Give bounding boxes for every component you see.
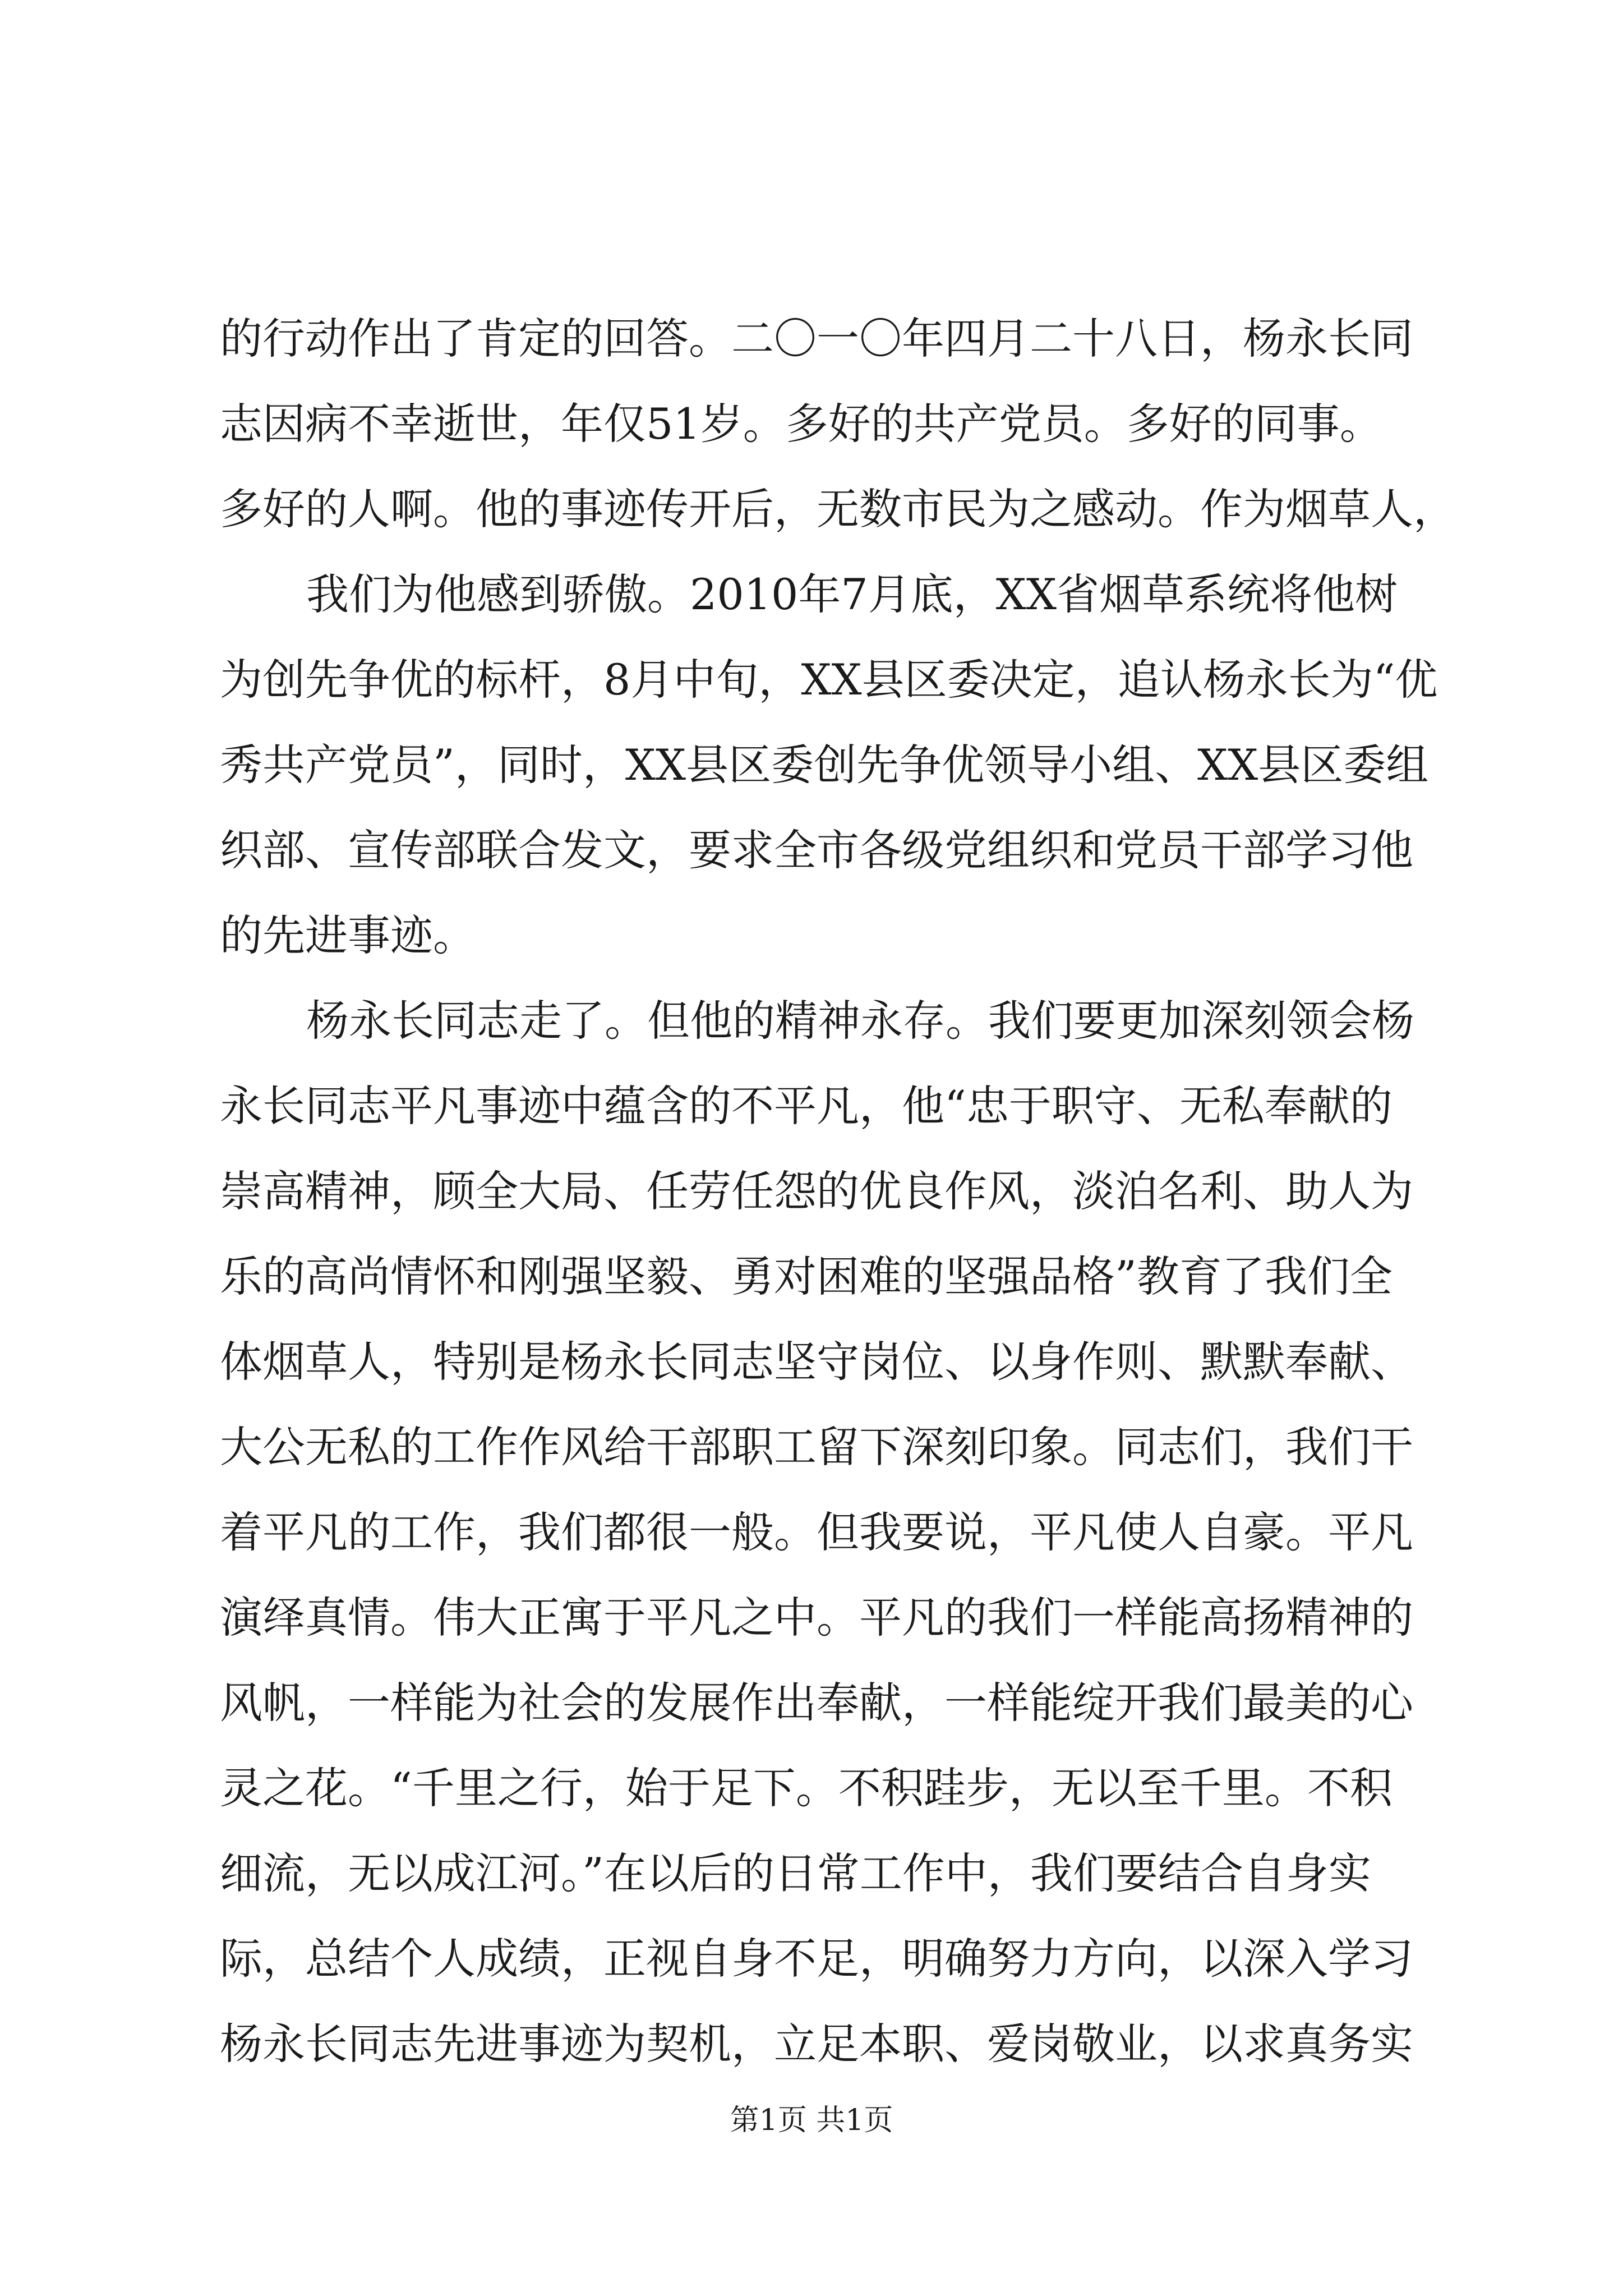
text-line: 崇高精神，顾全大局、任劳任怨的优良作风，淡泊名利、助人为 — [220, 1166, 1413, 1216]
paragraph-first-line: 杨永长同志走了。但他的精神永存。我们要更加深刻领会杨 — [306, 996, 1414, 1046]
text-line: 演绎真情。伟大正寓于平凡之中。平凡的我们一样能高扬精神的 — [220, 1593, 1413, 1642]
text-line: 际，总结个人成绩，正视自身不足，明确努力方向，以深入学习 — [220, 1934, 1413, 1984]
text-line: 体烟草人，特别是杨永长同志坚守岗位、以身作则、默默奉献、 — [220, 1337, 1413, 1387]
page-number-label: 第1页 共1页 — [730, 2104, 893, 2137]
text-line: 永长同志平凡事迹中蕴含的不平凡，他“忠于职守、无私奉献的 — [220, 1081, 1393, 1131]
text-line: 着平凡的工作，我们都很一般。但我要说，平凡使人自豪。平凡 — [220, 1507, 1413, 1557]
text-line: 的先进事迹。 — [220, 910, 476, 960]
document-body — [220, 296, 1456, 2087]
text-line: 风帆，一样能为社会的发展作出奉献，一样能绽开我们最美的心 — [220, 1678, 1413, 1728]
text-line: 志因病不幸逝世，年仅51岁。多好的共产党员。多好的同事。 — [220, 399, 1382, 449]
text-line: 织部、宣传部联合发文，要求全市各级党组织和党员干部学习他 — [220, 825, 1413, 875]
text-line: 大公无私的工作作风给干部职工留下深刻印象。同志们，我们干 — [220, 1422, 1413, 1472]
page-footer — [0, 2098, 1623, 2143]
paragraph-first-line: 我们为他感到骄傲。2010年7月底，XX省烟草系统将他树 — [306, 569, 1398, 619]
text-line: 多好的人啊。他的事迹传开后，无数市民为之感动。作为烟草人， — [220, 484, 1456, 534]
text-line: 细流，无以成江河。”在以后的日常工作中，我们要结合自身实 — [220, 1848, 1371, 1898]
text-line: 的行动作出了肯定的回答。二〇一〇年四月二十八日，杨永长同 — [220, 314, 1413, 364]
text-line: 为创先争优的标杆，8月中旬，XX县区委决定，追认杨永长为“优 — [220, 655, 1438, 705]
text-line: 杨永长同志先进事迹为契机，立足本职、爱岗敬业，以求真务实 — [220, 2019, 1413, 2069]
text-line: 灵之花。“千里之行，始于足下。不积跬步，无以至千里。不积 — [220, 1763, 1393, 1813]
text-line: 乐的高尚情怀和刚强坚毅、勇对困难的坚强品格”教育了我们全 — [220, 1251, 1393, 1301]
text-line: 秀共产党员”，同时，XX县区委创先争优领导小组、XX县区委组 — [220, 740, 1429, 790]
